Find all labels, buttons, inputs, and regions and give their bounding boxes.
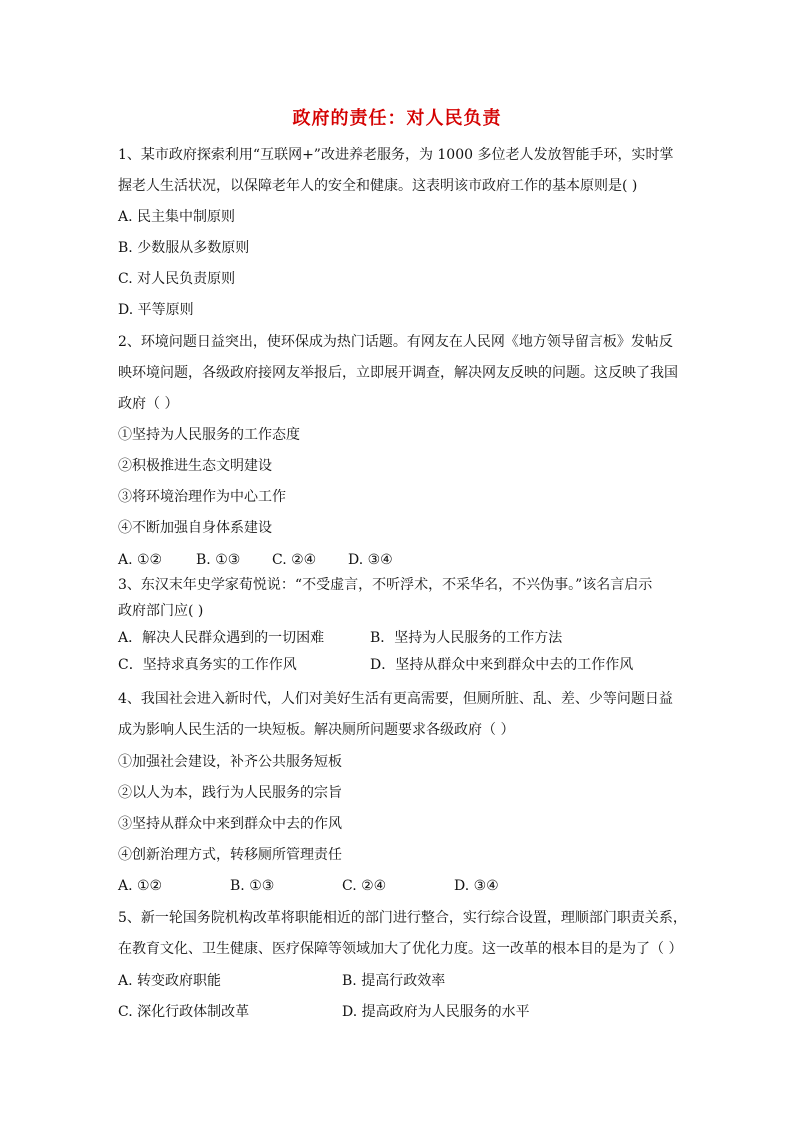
q3-stem-line-2: 政府部门应( ) [118,603,204,619]
q1-option-d: D. 平等原则 [118,302,194,318]
q2-stem-line-2: 映环境问题，各级政府接网友举报后，立即展开调查，解决网友反映的问题。这反映了我国 [118,365,678,381]
q4-item-3: ③坚持从群众中来到群众中去的作风 [118,816,342,832]
q1-stem-line-1: 1、某市政府探索利用“互联网+”改进养老服务，为 1000 多位老人发放智能手环，实时掌 [118,147,674,163]
q2-option-a: A. ①② [118,552,163,568]
q4-stem-line-1: 4、我国社会进入新时代，人们对美好生活有更高需要，但厕所脏、乱、差、少等问题日益 [118,691,673,707]
q5-stem-line-1: 5、新一轮国务院机构改革将职能相近的部门进行整合，实行综合设置，理顺部门职责关系， [118,910,687,926]
q2-item-3: ③将环境治理作为中心工作 [118,489,286,505]
q4-item-1: ①加强社会建设，补齐公共服务短板 [118,754,342,770]
q1-option-a: A. 民主集中制原则 [118,209,236,225]
document-title: 政府的责任：对人民负责 [292,108,502,129]
q2-stem-line-3: 政府（ ） [118,396,179,412]
q5-option-a: A. 转变政府职能 [118,973,222,989]
q1-stem-line-2: 握老人生活状况，以保障老年人的安全和健康。这表明该市政府工作的基本原则是( ) [118,178,638,194]
q3-stem-line-1: 3、东汉末年史学家荀悦说：“不受虚言，不听浮术，不采华名，不兴伪事。”该名言启示 [118,577,653,593]
q2-option-d: D. ③④ [348,552,393,568]
q5-option-d: D. 提高政府为人民服务的水平 [342,1004,530,1020]
q4-item-4: ④创新治理方式，转移厕所管理责任 [118,847,342,863]
q1-option-c: C. 对人民负责原则 [118,271,236,287]
q2-stem-line-1: 2、环境问题日益突出，使环保成为热门话题。有网友在人民网《地方领导留言板》发帖反 [118,334,673,350]
q3-option-c: C．坚持求真务实的工作作风 [118,657,297,673]
q2-item-1: ①坚持为人民服务的工作态度 [118,427,300,443]
q5-option-b: B. 提高行政效率 [342,973,446,989]
q2-item-4: ④不断加强自身体系建设 [118,520,272,536]
q3-option-b: B．坚持为人民服务的工作方法 [370,630,563,646]
q4-option-b: B. ①③ [230,878,275,894]
q4-option-a: A. ①② [118,878,163,894]
q2-option-c: C. ②④ [272,552,317,568]
q4-item-2: ②以人为本，践行为人民服务的宗旨 [118,785,342,801]
q4-option-c: C. ②④ [342,878,387,894]
q5-stem-line-2: 在教育文化、卫生健康、医疗保障等领域加大了优化力度。这一改革的根本目的是为了（ ） [118,941,683,957]
q3-option-d: D．坚持从群众中来到群众中去的工作作风 [370,657,634,673]
q2-option-b: B. ①③ [196,552,241,568]
q4-option-d: D. ③④ [454,878,499,894]
q3-option-a: A．解决人民群众遇到的一切困难 [118,630,325,646]
q2-item-2: ②积极推进生态文明建设 [118,458,272,474]
q5-option-c: C. 深化行政体制改革 [118,1004,250,1020]
q4-stem-line-2: 成为影响人民生活的一块短板。解决厕所问题要求各级政府（ ） [118,722,515,738]
q1-option-b: B. 少数服从多数原则 [118,240,250,256]
